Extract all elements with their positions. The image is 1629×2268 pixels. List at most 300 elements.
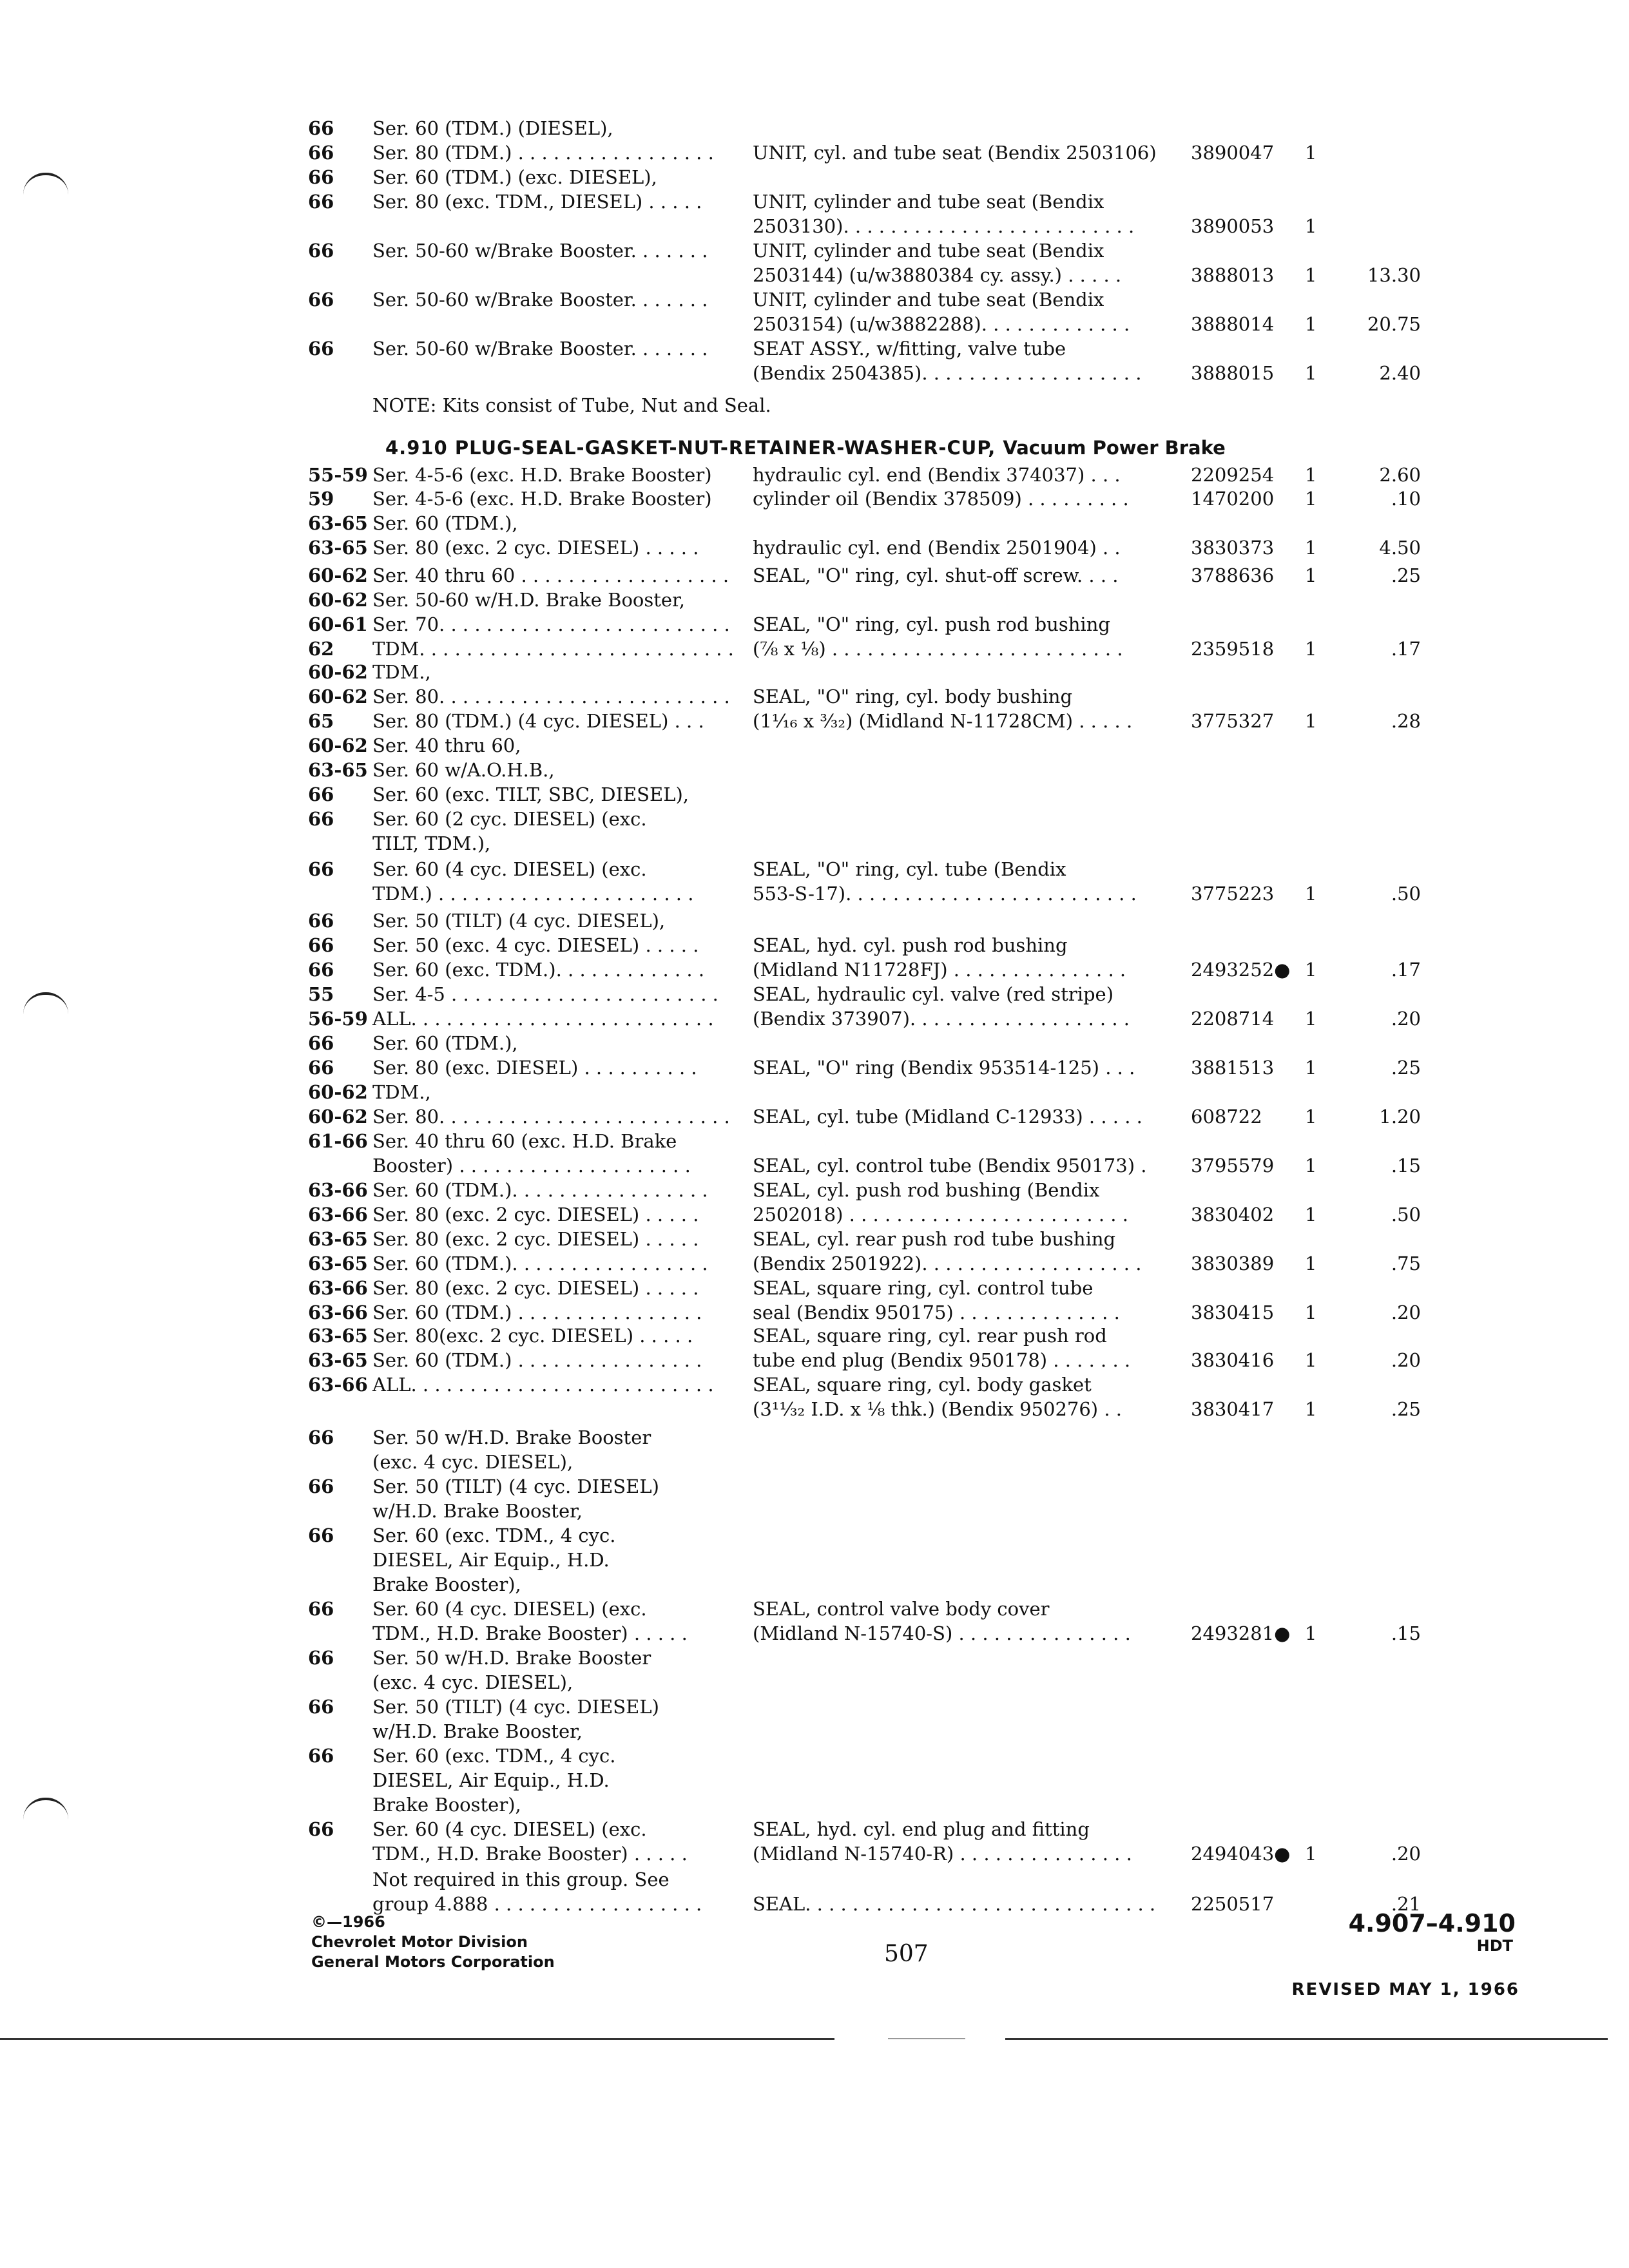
part-description: SEAL. . . . . . . . . . . . . . . . . . . . . . . . . . . . . . [753, 1893, 1156, 1915]
model-application: TDM.) . . . . . . . . . . . . . . . . . . . . . . [372, 883, 694, 905]
publisher-block [311, 1912, 555, 1972]
parts-row [0, 733, 1629, 758]
list-price: .20 [1391, 1349, 1421, 1371]
parts-row [0, 1129, 1629, 1153]
model-application: w/H.D. Brake Booster, [372, 1720, 583, 1742]
model-application: Ser. 50 (TILT) (4 cyc. DIESEL), [372, 910, 666, 932]
model-application: Ser. 80 (exc. DIESEL) . . . . . . . . . . [372, 1057, 697, 1079]
model-year: 63-66 [308, 1277, 368, 1299]
section-number: 4.910 [385, 437, 448, 459]
part-description: SEAL, "O" ring, cyl. push rod bushing [753, 613, 1110, 635]
quantity: 1 [1305, 1008, 1317, 1030]
parts-row [0, 1792, 1629, 1817]
part-description: (Midland N-15740-S) . . . . . . . . . . . . . . . [753, 1622, 1131, 1644]
parts-row [0, 709, 1629, 733]
model-year: 60-62 [308, 564, 368, 586]
parts-row [0, 1646, 1629, 1670]
parts-row [0, 361, 1629, 385]
list-price: .75 [1391, 1253, 1421, 1274]
parts-row [0, 1080, 1629, 1104]
part-number: 3775327 [1191, 710, 1275, 732]
model-application: Ser. 40 thru 60 (exc. H.D. Brake [372, 1130, 677, 1152]
model-year: 60-62 [308, 1106, 368, 1128]
parts-row [0, 463, 1629, 487]
model-application: Ser. 4-5-6 (exc. H.D. Brake Booster) [372, 488, 712, 510]
model-year: 63-66 [308, 1204, 368, 1225]
part-description: SEAL, square ring, cyl. rear push rod [753, 1325, 1107, 1347]
parts-row [0, 1348, 1629, 1372]
model-year: 66 [308, 1524, 334, 1546]
parts-row [0, 831, 1629, 856]
model-year: 66 [308, 142, 334, 164]
part-description: SEAL, hyd. cyl. end plug and fitting [753, 1818, 1090, 1840]
section-title: PLUG-SEAL-GASKET-NUT-RETAINER-WASHER-CUP, [454, 437, 996, 459]
parts-row [0, 1251, 1629, 1276]
model-application: Ser. 4-5-6 (exc. H.D. Brake Booster) [372, 464, 712, 486]
model-application: Ser. 60 (exc. TILT, SBC, DIESEL), [372, 783, 689, 805]
parts-row [0, 807, 1629, 831]
list-price: .25 [1391, 564, 1421, 586]
model-application: TDM., [372, 661, 431, 683]
parts-row [0, 263, 1629, 287]
quantity: 1 [1305, 264, 1317, 286]
parts-row [0, 1817, 1629, 1841]
bottom-rule-mid [888, 2038, 965, 2039]
parts-row [0, 1450, 1629, 1474]
quantity: 1 [1305, 464, 1317, 486]
model-application: Ser. 80 (TDM.) (4 cyc. DIESEL) . . . [372, 710, 704, 732]
model-application: Ser. 60 (TDM.), [372, 512, 518, 534]
model-application: Ser. 60 (TDM.) . . . . . . . . . . . . . . . . [372, 1349, 702, 1371]
model-application: Ser. 60 (exc. TDM.). . . . . . . . . . . . . [372, 959, 705, 981]
model-application: Ser. 60 (exc. TDM., 4 cyc. [372, 1745, 616, 1767]
list-price: .15 [1391, 1155, 1421, 1177]
part-description: SEAL, cyl. rear push rod tube bushing [753, 1228, 1116, 1250]
model-application: Ser. 80. . . . . . . . . . . . . . . . . . . . . . . . . [372, 686, 730, 707]
part-description: 2503144) (u/w3880384 cy. assy.) . . . . . [753, 264, 1122, 286]
part-number: 3830417 [1191, 1398, 1275, 1420]
parts-row [0, 287, 1629, 312]
parts-row [0, 684, 1629, 709]
parts-row [0, 1548, 1629, 1572]
parts-row [0, 189, 1629, 214]
part-description: SEAL, "O" ring (Bendix 953514-125) . . . [753, 1057, 1135, 1079]
model-year: 62 [308, 638, 334, 660]
parts-row [0, 165, 1629, 189]
parts-row [0, 486, 1629, 511]
model-year: 66 [308, 117, 334, 139]
parts-row [0, 116, 1629, 140]
model-year: 66 [308, 1057, 334, 1079]
model-application: Brake Booster), [372, 1573, 521, 1595]
parts-row [0, 1397, 1629, 1421]
quantity: 1 [1305, 1398, 1317, 1420]
model-year: 60-62 [308, 735, 368, 756]
part-description: SEAL, "O" ring, cyl. tube (Bendix [753, 858, 1066, 880]
group-code: 4.907–4.910 [1348, 1909, 1516, 1937]
parts-row [0, 1744, 1629, 1768]
list-price: .25 [1391, 1057, 1421, 1079]
model-application: Booster) . . . . . . . . . . . . . . . . . . . . [372, 1155, 691, 1177]
parts-row [0, 312, 1629, 336]
parts-row [0, 782, 1629, 807]
parts-row [0, 1055, 1629, 1080]
model-application: Ser. 50-60 w/Brake Booster. . . . . . . [372, 289, 708, 311]
list-price: .21 [1391, 1893, 1421, 1915]
part-number: 3890053 [1191, 215, 1275, 237]
model-application: (exc. 4 cyc. DIESEL), [372, 1451, 574, 1473]
parts-row [0, 1153, 1629, 1178]
parts-row [0, 1300, 1629, 1325]
model-year: 66 [308, 910, 334, 932]
model-application: Ser. 60 w/A.O.H.B., [372, 759, 555, 781]
part-description: (Midland N-15740-R) . . . . . . . . . . . . . . . [753, 1843, 1132, 1865]
part-number: 3890047 [1191, 142, 1275, 164]
quantity: 1 [1305, 883, 1317, 905]
quantity: 1 [1305, 1155, 1317, 1177]
quantity: 1 [1305, 1302, 1317, 1323]
model-year: 65 [308, 710, 334, 732]
quantity: 1 [1305, 1349, 1317, 1371]
parts-row [0, 336, 1629, 361]
model-application: Ser. 80 (exc. TDM., DIESEL) . . . . . [372, 191, 702, 213]
part-number: 2494043● [1191, 1843, 1291, 1865]
model-application: Ser. 60 (4 cyc. DIESEL) (exc. [372, 858, 647, 880]
parts-row [0, 1670, 1629, 1695]
parts-row [0, 1695, 1629, 1719]
model-application: Ser. 80 (exc. 2 cyc. DIESEL) . . . . . [372, 1204, 699, 1225]
model-application: DIESEL, Air Equip., H.D. [372, 1549, 610, 1571]
part-number: 3830373 [1191, 537, 1275, 559]
model-year: 60-62 [308, 1081, 368, 1103]
list-price: .50 [1391, 883, 1421, 905]
model-year: 61-66 [308, 1130, 368, 1152]
quantity: 1 [1305, 488, 1317, 510]
parts-row [0, 588, 1629, 612]
parts-row [0, 1572, 1629, 1597]
revision-date: REVISED MAY 1, 1966 [1291, 1980, 1519, 1999]
model-year: 66 [308, 338, 334, 360]
model-application: Not required in this group. See [372, 1869, 670, 1890]
parts-row [0, 1523, 1629, 1548]
model-application: Ser. 60 (4 cyc. DIESEL) (exc. [372, 1818, 647, 1840]
parts-row [0, 140, 1629, 165]
parts-row [0, 1323, 1629, 1348]
model-application: Ser. 60 (TDM.), [372, 1032, 518, 1054]
parts-row [0, 1768, 1629, 1792]
parts-row [0, 1474, 1629, 1499]
quantity: 1 [1305, 1057, 1317, 1079]
part-number: 2359518 [1191, 638, 1275, 660]
model-application: Brake Booster), [372, 1794, 521, 1816]
model-application: w/H.D. Brake Booster, [372, 1500, 583, 1522]
model-application: group 4.888 . . . . . . . . . . . . . . . . . . [372, 1893, 702, 1915]
model-year: 66 [308, 1427, 334, 1448]
model-year: 66 [308, 1745, 334, 1767]
part-number: 3881513 [1191, 1057, 1275, 1079]
parts-row [0, 511, 1629, 535]
model-year: 63-66 [308, 1374, 368, 1396]
parts-row [0, 1006, 1629, 1031]
model-year: 66 [308, 1475, 334, 1497]
model-application: Ser. 50 (TILT) (4 cyc. DIESEL) [372, 1475, 659, 1497]
model-application: Ser. 50 w/H.D. Brake Booster [372, 1427, 651, 1448]
part-number: 3788636 [1191, 564, 1275, 586]
list-price: .10 [1391, 488, 1421, 510]
model-application: Ser. 80 (exc. 2 cyc. DIESEL) . . . . . [372, 537, 699, 559]
part-number: 608722 [1191, 1106, 1262, 1128]
model-year: 63-65 [308, 759, 368, 781]
parts-row [0, 1719, 1629, 1744]
bottom-rule-left [0, 2038, 834, 2040]
model-year: 63-65 [308, 537, 368, 559]
part-description: SEAL, "O" ring, cyl. shut-off screw. . . . [753, 564, 1119, 586]
list-price: 2.40 [1379, 362, 1421, 384]
model-year: 66 [308, 240, 334, 262]
list-price: .17 [1391, 959, 1421, 981]
part-description: 553-S-17). . . . . . . . . . . . . . . . . . . . . . . . . [753, 883, 1137, 905]
quantity: 1 [1305, 1843, 1317, 1865]
part-number: 3888013 [1191, 264, 1275, 286]
part-description: seal (Bendix 950175) . . . . . . . . . . . . . . [753, 1302, 1120, 1323]
part-number: 3775223 [1191, 883, 1275, 905]
part-description: cylinder oil (Bendix 378509) . . . . . . . . . [753, 488, 1129, 510]
model-year: 55-59 [308, 464, 368, 486]
model-year: 63-66 [308, 1302, 368, 1323]
parts-row [0, 238, 1629, 263]
parts-row [0, 214, 1629, 238]
quantity: 1 [1305, 959, 1317, 981]
part-description: (Bendix 373907). . . . . . . . . . . . . . . . . . . [753, 1008, 1130, 1030]
model-year: 66 [308, 1647, 334, 1669]
part-description: 2503154) (u/w3882288). . . . . . . . . . . . . [753, 313, 1130, 335]
model-application: DIESEL, Air Equip., H.D. [372, 1769, 610, 1791]
part-description: SEAL, cyl. push rod bushing (Bendix [753, 1179, 1100, 1201]
parts-row [0, 660, 1629, 684]
list-price: 2.60 [1379, 464, 1421, 486]
model-application: Ser. 60 (TDM.) . . . . . . . . . . . . . . . . [372, 1302, 702, 1323]
parts-row [0, 881, 1629, 906]
quantity: 1 [1305, 1106, 1317, 1128]
quantity: 1 [1305, 537, 1317, 559]
part-description: SEAL, cyl. tube (Midland C-12933) . . . . . [753, 1106, 1142, 1128]
model-year: 66 [308, 858, 334, 880]
parts-row [0, 1867, 1629, 1892]
quantity: 1 [1305, 142, 1317, 164]
model-application: Ser. 80 (exc. 2 cyc. DIESEL) . . . . . [372, 1277, 699, 1299]
model-application: Ser. 80 (exc. 2 cyc. DIESEL) . . . . . [372, 1228, 699, 1250]
model-year: 66 [308, 166, 334, 188]
part-description: UNIT, cylinder and tube seat (Bendix [753, 191, 1104, 213]
list-price: 4.50 [1379, 537, 1421, 559]
model-year: 63-65 [308, 1253, 368, 1274]
list-price: .25 [1391, 1398, 1421, 1420]
model-year: 60-62 [308, 686, 368, 707]
part-description: (Bendix 2504385). . . . . . . . . . . . . . . . . . . [753, 362, 1142, 384]
page-number: 507 [884, 1941, 929, 1967]
model-application: Ser. 60 (TDM.) (exc. DIESEL), [372, 166, 657, 188]
parts-row [0, 1276, 1629, 1300]
part-number: 2208714 [1191, 1008, 1275, 1030]
parts-row [0, 982, 1629, 1006]
part-number: 2209254 [1191, 464, 1275, 486]
model-year: 66 [308, 783, 334, 805]
list-price: 13.30 [1367, 264, 1421, 286]
parts-row [0, 535, 1629, 560]
part-number: 1470200 [1191, 488, 1275, 510]
part-description: UNIT, cylinder and tube seat (Bendix [753, 289, 1104, 311]
parts-row [0, 1104, 1629, 1129]
model-year: 66 [308, 1032, 334, 1054]
model-year: 66 [308, 934, 334, 956]
model-year: 63-65 [308, 1325, 368, 1347]
list-price: .20 [1391, 1008, 1421, 1030]
part-number: 3888014 [1191, 313, 1275, 335]
model-application: TDM., [372, 1081, 431, 1103]
model-year: 56-59 [308, 1008, 368, 1030]
model-application: TDM., H.D. Brake Booster) . . . . . [372, 1622, 688, 1644]
parts-row [0, 1372, 1629, 1397]
part-description: (⅞ x ⅛) . . . . . . . . . . . . . . . . . . . . . . . . . [753, 638, 1123, 660]
part-number: 3830402 [1191, 1204, 1275, 1225]
parts-row [0, 1178, 1629, 1202]
model-application: Ser. 80(exc. 2 cyc. DIESEL) . . . . . [372, 1325, 693, 1347]
quantity: 1 [1305, 1622, 1317, 1644]
model-application: Ser. 70. . . . . . . . . . . . . . . . . . . . . . . . . [372, 613, 730, 635]
list-price: 1.20 [1379, 1106, 1421, 1128]
part-description: 2503130). . . . . . . . . . . . . . . . . . . . . . . . . [753, 215, 1135, 237]
model-year: 66 [308, 808, 334, 830]
part-number: 3830415 [1191, 1302, 1275, 1323]
model-application: Ser. 60 (exc. TDM., 4 cyc. [372, 1524, 616, 1546]
part-number: 3795579 [1191, 1155, 1275, 1177]
model-application: Ser. 40 thru 60, [372, 735, 521, 756]
part-description: SEAL, hyd. cyl. push rod bushing [753, 934, 1068, 956]
parts-row [0, 637, 1629, 661]
copyright: ©—1966 [311, 1913, 385, 1931]
part-number: 3830416 [1191, 1349, 1275, 1371]
model-application: Ser. 60 (TDM.) (DIESEL), [372, 117, 613, 139]
model-application: Ser. 50-60 w/Brake Booster. . . . . . . [372, 240, 708, 262]
list-price: .28 [1391, 710, 1421, 732]
model-application: Ser. 60 (2 cyc. DIESEL) (exc. [372, 808, 647, 830]
parts-row [0, 1597, 1629, 1621]
part-description: 2502018) . . . . . . . . . . . . . . . . . . . . . . . . [753, 1204, 1128, 1225]
quantity: 1 [1305, 215, 1317, 237]
model-year: 55 [308, 983, 334, 1005]
model-application: (exc. 4 cyc. DIESEL), [372, 1671, 574, 1693]
model-year: 66 [308, 289, 334, 311]
part-description: SEAL, hydraulic cyl. valve (red stripe) [753, 983, 1114, 1005]
part-number: 3888015 [1191, 362, 1275, 384]
model-application: ALL. . . . . . . . . . . . . . . . . . . . . . . . . . [372, 1008, 714, 1030]
quantity: 1 [1305, 1204, 1317, 1225]
model-application: TILT, TDM.), [372, 832, 491, 854]
list-price: .20 [1391, 1843, 1421, 1865]
part-description: (3¹¹⁄₃₂ I.D. x ⅛ thk.) (Bendix 950276) . . [753, 1398, 1122, 1420]
corporation-name: General Motors Corporation [311, 1953, 555, 1971]
list-price: .17 [1391, 638, 1421, 660]
model-application: Ser. 80. . . . . . . . . . . . . . . . . . . . . . . . . [372, 1106, 730, 1128]
hdt-label: HDT [1476, 1937, 1513, 1955]
part-description: UNIT, cylinder and tube seat (Bendix [753, 240, 1104, 262]
model-year: 66 [308, 959, 334, 981]
list-price: .15 [1391, 1622, 1421, 1644]
parts-row [0, 1227, 1629, 1251]
model-year: 66 [308, 1696, 334, 1718]
parts-row [0, 957, 1629, 982]
part-description: hydraulic cyl. end (Bendix 2501904) . . [753, 537, 1121, 559]
list-price: .50 [1391, 1204, 1421, 1225]
quantity: 1 [1305, 362, 1317, 384]
parts-row [0, 1202, 1629, 1227]
part-description: SEAL, "O" ring, cyl. body bushing [753, 686, 1073, 707]
parts-row [0, 1031, 1629, 1055]
model-application: Ser. 4-5 . . . . . . . . . . . . . . . . . . . . . . . [372, 983, 718, 1005]
model-year: 66 [308, 1818, 334, 1840]
model-application: Ser. 50-60 w/H.D. Brake Booster, [372, 589, 685, 611]
model-year: 63-66 [308, 1179, 368, 1201]
part-description: (Midland N11728FJ) . . . . . . . . . . . . . . . [753, 959, 1126, 981]
parts-row [0, 1621, 1629, 1646]
model-application: Ser. 40 thru 60 . . . . . . . . . . . . . . . . . . [372, 564, 729, 586]
model-year: 59 [308, 488, 334, 510]
model-application: Ser. 50 (TILT) (4 cyc. DIESEL) [372, 1696, 659, 1718]
model-application: Ser. 60 (TDM.). . . . . . . . . . . . . . . . . [372, 1253, 708, 1274]
model-year: 60-62 [308, 589, 368, 611]
model-application: TDM., H.D. Brake Booster) . . . . . [372, 1843, 688, 1865]
division-name: Chevrolet Motor Division [311, 1933, 528, 1951]
model-year: 66 [308, 191, 334, 213]
part-description: SEAL, cyl. control tube (Bendix 950173) . [753, 1155, 1147, 1177]
model-application: Ser. 50 (exc. 4 cyc. DIESEL) . . . . . [372, 934, 699, 956]
section-heading [385, 437, 1226, 459]
parts-row [0, 1425, 1629, 1450]
model-year: 60-62 [308, 661, 368, 683]
part-description: SEAL, control valve body cover [753, 1598, 1050, 1620]
model-year: 63-65 [308, 1228, 368, 1250]
model-year: 60-61 [308, 613, 368, 635]
quantity: 1 [1305, 313, 1317, 335]
model-year: 63-65 [308, 512, 368, 534]
quantity: 1 [1305, 564, 1317, 586]
bottom-rule-right [1005, 2038, 1608, 2040]
parts-row [0, 563, 1629, 588]
model-application: Ser. 50 w/H.D. Brake Booster [372, 1647, 651, 1669]
part-number: 2493252● [1191, 959, 1291, 981]
quantity: 1 [1305, 1253, 1317, 1274]
part-description: SEAT ASSY., w/fitting, valve tube [753, 338, 1066, 360]
parts-row [0, 1841, 1629, 1866]
model-year: 66 [308, 1598, 334, 1620]
model-application: Ser. 50-60 w/Brake Booster. . . . . . . [372, 338, 708, 360]
model-year: 63-65 [308, 1349, 368, 1371]
model-application: Ser. 60 (4 cyc. DIESEL) (exc. [372, 1598, 647, 1620]
part-number: 3830389 [1191, 1253, 1275, 1274]
kit-note: NOTE: Kits consist of Tube, Nut and Seal. [372, 394, 771, 416]
list-price: .20 [1391, 1302, 1421, 1323]
parts-row [0, 857, 1629, 881]
part-description: hydraulic cyl. end (Bendix 374037) . . . [753, 464, 1121, 486]
model-application: TDM. . . . . . . . . . . . . . . . . . . . . . . . . . . [372, 638, 734, 660]
part-description: UNIT, cyl. and tube seat (Bendix 2503106) [753, 142, 1157, 164]
parts-row [0, 758, 1629, 782]
part-description: (1¹⁄₁₆ x ³⁄₃₂) (Midland N-11728CM) . . . . . [753, 710, 1133, 732]
part-description: tube end plug (Bendix 950178) . . . . . . . [753, 1349, 1131, 1371]
list-price: 20.75 [1367, 313, 1421, 335]
parts-row [0, 612, 1629, 637]
model-application: Ser. 80 (TDM.) . . . . . . . . . . . . . . . . . [372, 142, 714, 164]
